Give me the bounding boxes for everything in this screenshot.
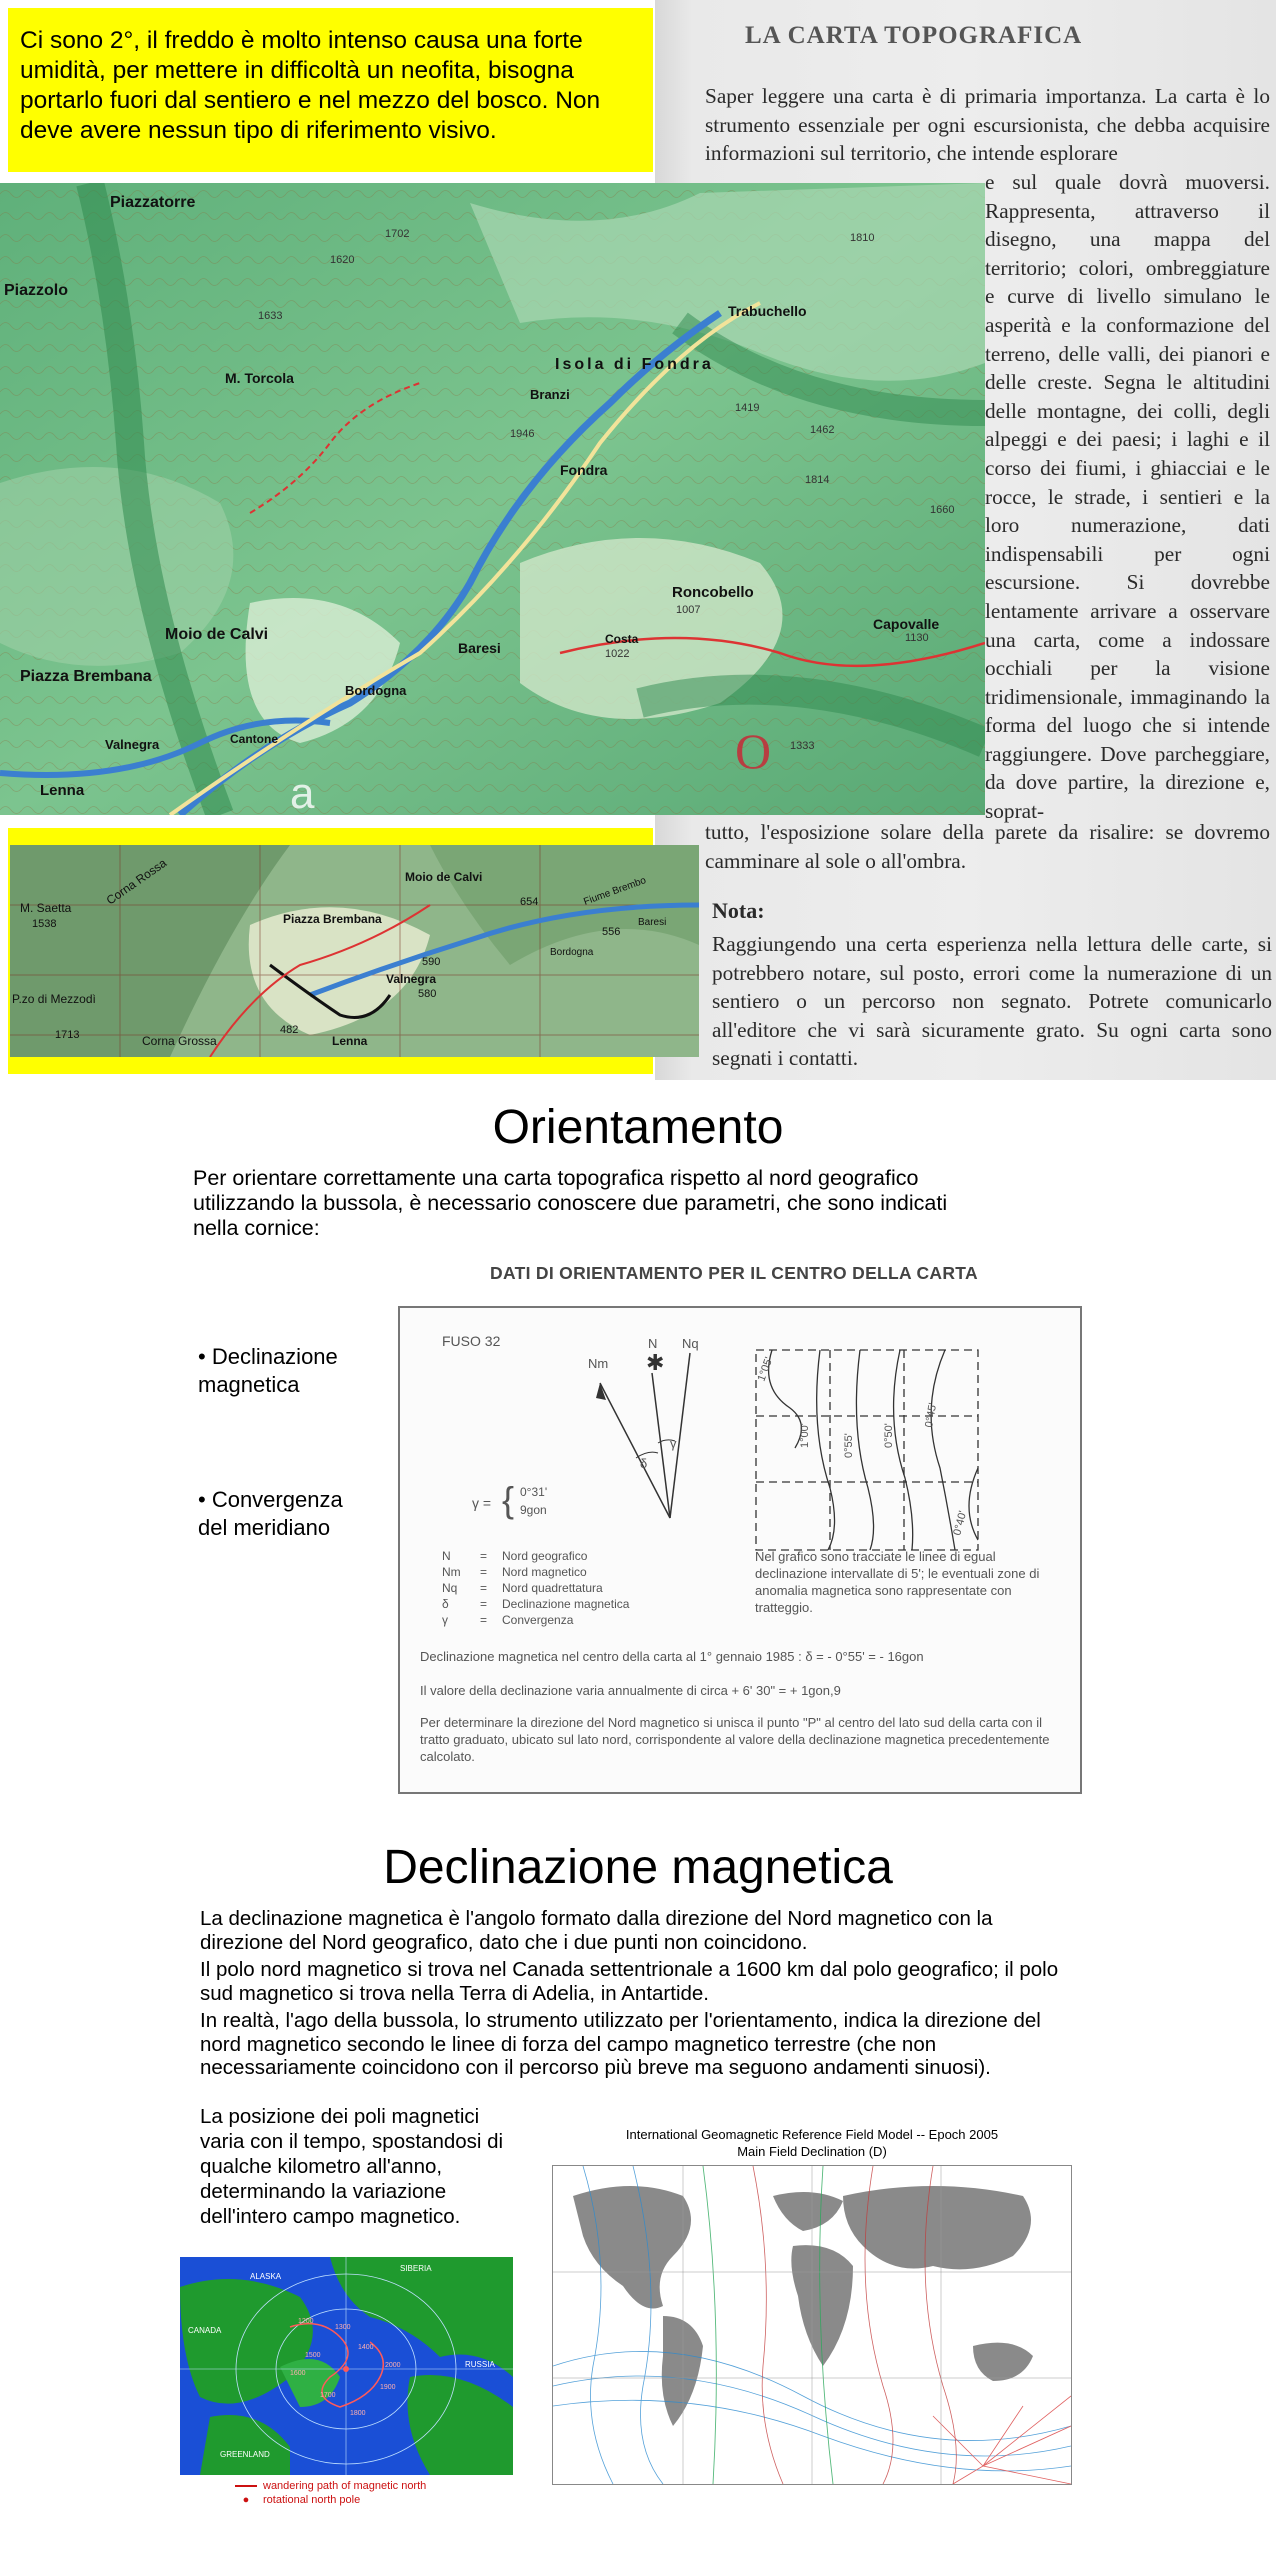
paragraph: La declinazione magnetica è l'angolo formato dalla direzione del Nord magnetico con la direzione del Nord geografico, dato che i due punti non coincidono. bbox=[200, 1907, 993, 1954]
bullet-declinazione: • Declinazione magnetica bbox=[198, 1344, 338, 1397]
svg-text:1°05': 1°05' bbox=[755, 1355, 776, 1384]
nord-magnetico-istruzioni: Per determinare la direzione del Nord magnetico si unisca il punto "P" al centro del lato sud della carta con il tratto graduato, ubicato sul lato nord, corrispondente al valore della declinazione magnetica precedentemente calcolato. bbox=[420, 1715, 1050, 1764]
map-label: Valnegra bbox=[105, 737, 160, 752]
igrf-declination-map bbox=[552, 2165, 1072, 2485]
legend-desc: Declinazione magnetica bbox=[502, 1597, 630, 1611]
scenario-callout bbox=[8, 8, 653, 172]
nq-label: Nq bbox=[682, 1336, 699, 1351]
svg-text:=: = bbox=[480, 1549, 488, 1563]
dati-title: DATI DI ORIENTAMENTO PER IL CENTRO DELLA CARTA bbox=[490, 1263, 978, 1283]
map-label: Baresi bbox=[638, 917, 667, 928]
map-height: 1130 bbox=[905, 632, 929, 644]
polar-map-legend bbox=[235, 2479, 426, 2507]
svg-text:O: O bbox=[735, 723, 772, 779]
legend-sym: Nm bbox=[442, 1565, 461, 1579]
map-height: 556 bbox=[602, 926, 621, 938]
svg-text:2000: 2000 bbox=[385, 2362, 401, 2369]
map-label: Corna Grossa bbox=[142, 1034, 217, 1048]
map-height: 1633 bbox=[258, 310, 283, 322]
map-label: M. Saetta bbox=[20, 901, 72, 915]
fuso-label: FUSO 32 bbox=[442, 1333, 501, 1349]
isoline-labels bbox=[756, 1356, 970, 1537]
map-height: 1814 bbox=[805, 474, 830, 486]
map-height: 1538 bbox=[32, 918, 57, 930]
svg-text:0°45': 0°45' bbox=[923, 1401, 940, 1429]
map-height: 1333 bbox=[790, 740, 815, 752]
svg-text:GREENLAND: GREENLAND bbox=[220, 2450, 270, 2459]
line-swatch-icon bbox=[235, 2485, 257, 2487]
gamma-val: 9gon bbox=[520, 1503, 547, 1517]
gamma-label: γ bbox=[670, 1436, 677, 1451]
variazione-annua: Il valore della declinazione varia annualmente di circa + 6' 30" = + 1gon,9 bbox=[420, 1683, 841, 1698]
map-height: 654 bbox=[520, 896, 539, 908]
callout-text: Ci sono 2°, il freddo è molto intenso causa una forte umidità, per mettere in difficoltà un neofita, bisogna portarlo fuori dal sentiero e nel mezzo del bosco. Non deve avere nessun tipo di riferimento visivo. bbox=[20, 27, 601, 144]
nota-heading: Nota: bbox=[712, 898, 765, 923]
nota-text: Raggiungendo una certa esperienza nella lettura delle carte, si potrebbero notare, sul posto, errori come la numerazione di un sentiero o un percorso non segnato. Potrete comunicarlo all'editore che vi sarà sicuramente grato. Su ogni carta sono segnati i contatti. bbox=[712, 932, 1272, 1071]
star-icon: ✱ bbox=[646, 1350, 665, 1375]
svg-text:1700: 1700 bbox=[320, 2392, 336, 2399]
svg-text:1500: 1500 bbox=[305, 2352, 321, 2359]
polar-wandering-map bbox=[180, 2257, 513, 2475]
map-label: Trabuchello bbox=[728, 303, 807, 319]
svg-text:0°50': 0°50' bbox=[883, 1423, 895, 1448]
map-height: 1810 bbox=[850, 232, 875, 244]
nm-label: Nm bbox=[588, 1356, 609, 1371]
map-label: P.zo di Mezzodì bbox=[12, 992, 96, 1006]
dot-swatch-icon: ● bbox=[242, 2494, 250, 2506]
map-height: 1419 bbox=[735, 402, 760, 414]
map-label: Lenna bbox=[332, 1034, 368, 1048]
grafico-note: Nel grafico sono tracciate le linee di egual declinazione intervallate di 5'; le eventuali zone di anomalia magnetica sono rappresentate con tratteggio. bbox=[755, 1549, 1040, 1615]
legend-desc: Nord magnetico bbox=[502, 1565, 587, 1579]
topo-map-svg bbox=[0, 183, 985, 815]
legend-item: wandering path of magnetic north bbox=[235, 2479, 426, 2493]
svg-text:CANADA: CANADA bbox=[188, 2326, 222, 2335]
svg-text:1300: 1300 bbox=[335, 2324, 351, 2331]
svg-text:=: = bbox=[480, 1597, 488, 1611]
paragraph: Il polo nord magnetico si trova nel Canada settentrionale a 1600 km dal polo geografico; il polo sud magnetico si trova nella Terra di Adelia, in Antartide. bbox=[200, 1958, 1059, 2005]
carta-title: LA CARTA TOPOGRAFICA bbox=[745, 22, 1083, 49]
map-label: Bordogna bbox=[550, 947, 594, 958]
map-height: 590 bbox=[422, 956, 441, 968]
legend-desc: Nord quadrettatura bbox=[502, 1581, 603, 1595]
declinazione-1985: Declinazione magnetica nel centro della carta al 1° gennaio 1985 : δ = - 0°55' = - 16gon bbox=[420, 1649, 924, 1664]
gamma-eq: γ = bbox=[472, 1495, 492, 1511]
map-label: Piazza Brembana bbox=[20, 668, 152, 685]
svg-text:0°55': 0°55' bbox=[843, 1433, 855, 1458]
map-height: 1462 bbox=[810, 424, 835, 436]
map-height: 1946 bbox=[510, 428, 535, 440]
delta-label: δ bbox=[640, 1456, 648, 1471]
map-label: Fiume Brembo bbox=[582, 875, 648, 908]
declinazione-title: Declinazione magnetica bbox=[383, 1841, 893, 1894]
svg-text:1°00': 1°00' bbox=[799, 1423, 811, 1448]
svg-text:=: = bbox=[480, 1613, 488, 1627]
polar-map-svg bbox=[180, 2257, 513, 2475]
map-label: Piazzatorre bbox=[110, 194, 196, 211]
small-map-svg bbox=[10, 845, 699, 1057]
svg-text:a: a bbox=[290, 769, 315, 815]
map-label: Piazza Brembana bbox=[283, 912, 382, 926]
map-height: 1702 bbox=[385, 228, 410, 240]
legend-item: ● rotational north pole bbox=[235, 2493, 426, 2507]
map-height: 1007 bbox=[676, 604, 701, 616]
bullet-convergenza: • Convergenza del meridiano bbox=[198, 1487, 343, 1540]
legend-sym: δ bbox=[442, 1597, 449, 1611]
map-label: Baresi bbox=[458, 640, 501, 656]
map-height: 580 bbox=[418, 988, 437, 1000]
map-height: 1022 bbox=[605, 648, 630, 660]
svg-text:1200: 1200 bbox=[298, 2318, 314, 2325]
map-height: 482 bbox=[280, 1024, 299, 1036]
igrf-title: International Geomagnetic Reference Field Model -- Epoch 2005 Main Field Declination (D) bbox=[625, 2127, 999, 2159]
map-label: Costa bbox=[605, 632, 639, 646]
map-label: M. Torcola bbox=[225, 370, 294, 386]
map-label: Branzi bbox=[530, 387, 570, 402]
svg-text:SIBERIA: SIBERIA bbox=[400, 2264, 432, 2273]
carta-intro-side: e sul quale dovrà muoversi. Rappresenta, attraverso il disegno, una mappa del territorio; colori, ombreggiature e curve di livello simulano le asperità e la conformazione del terreno, delle valli, dei pianori e delle creste. Segna le altitudini delle montagne, dei colli, degli alpeggi e dei paesi; i laghi e il corso dei fiumi, i ghiacciai e le rocce, le strade, i sentieri e la loro numerazione, dati indispensabili per ogni escursione. Si dovrebbe lentamente arrivare a osservare una carta, come a indossare occhiali per la visione tridimensionale, immaginando la forma del luogo che si intende raggiungere. Dove parcheggiare, da dove partire, la direzione e, soprat- bbox=[985, 170, 1270, 824]
orientamento-title: Orientamento bbox=[492, 1101, 784, 1154]
igrf-map-svg bbox=[553, 2166, 1071, 2484]
topographic-map-small bbox=[10, 845, 699, 1057]
svg-text:1600: 1600 bbox=[290, 2370, 306, 2377]
declinazione-paragraphs bbox=[200, 1907, 1060, 2084]
svg-text:RUSSIA: RUSSIA bbox=[465, 2360, 495, 2369]
legend-desc: Nord geografico bbox=[502, 1549, 588, 1563]
legend-desc: Convergenza bbox=[502, 1613, 574, 1627]
n-label: N bbox=[648, 1336, 658, 1351]
svg-text:ALASKA: ALASKA bbox=[250, 2272, 282, 2281]
gamma-val: 0°31' bbox=[520, 1485, 548, 1499]
svg-text:0°40': 0°40' bbox=[951, 1509, 970, 1537]
map-height: 1713 bbox=[55, 1029, 80, 1041]
svg-text:=: = bbox=[480, 1581, 488, 1595]
map-label: Valnegra bbox=[386, 972, 437, 986]
map-label: Moio de Calvi bbox=[165, 626, 269, 643]
map-label: Corna Rossa bbox=[103, 855, 170, 908]
legend-sym: γ bbox=[442, 1613, 448, 1627]
map-label: Roncobello bbox=[672, 584, 754, 601]
dati-legend bbox=[442, 1549, 630, 1627]
legend-sym: Nq bbox=[442, 1581, 458, 1595]
map-label: Bordogna bbox=[345, 683, 407, 698]
paragraph: In realtà, l'ago della bussola, lo strumento utilizzato per l'orientamento, indica la direzione del nord magnetico secondo le linee di forza del campo magnetico terrestre (che non necessariamente coincidono con il percorso più breve ma seguono andamenti sinuosi). bbox=[200, 2009, 1041, 2079]
poli-magnetici-text: La posizione dei poli magnetici varia con il tempo, spostandosi di qualche kilometro all'anno, determinando la variazione dell'intero campo magnetico. bbox=[200, 2105, 504, 2228]
map-height: 1660 bbox=[930, 504, 955, 516]
map-label: Lenna bbox=[40, 782, 85, 799]
legend-sym: N bbox=[442, 1549, 451, 1563]
map-label: Fondra bbox=[560, 462, 608, 478]
map-label: Cantone bbox=[230, 732, 278, 746]
topographic-map-large bbox=[0, 183, 985, 815]
svg-text:1400: 1400 bbox=[358, 2344, 374, 2351]
map-height: 1620 bbox=[330, 254, 355, 266]
map-label: Moio de Calvi bbox=[405, 870, 483, 884]
dati-orientamento-box bbox=[398, 1306, 1082, 1794]
map-label: Capovalle bbox=[873, 616, 940, 632]
svg-text:1900: 1900 bbox=[380, 2384, 396, 2391]
map-label: Piazzolo bbox=[4, 282, 69, 299]
svg-text:1800: 1800 bbox=[350, 2410, 366, 2417]
map-label: Isola di Fondra bbox=[555, 356, 714, 373]
svg-text:=: = bbox=[480, 1565, 488, 1579]
svg-text:{: { bbox=[502, 1479, 515, 1520]
orientamento-intro: Per orientare correttamente una carta topografica rispetto al nord geografico utilizzando la bussola, è necessario conoscere due parametri, che sono indicati nella cornice: bbox=[193, 1166, 948, 1240]
carta-intro-top: Saper leggere una carta è di primaria importanza. La carta è lo strumento essenziale per ogni escursionista, che debba acquisire informazioni sul territorio, che intende esplorare bbox=[705, 84, 1270, 166]
carta-intro-bottom: tutto, l'esposizione solare della parete da risalire: se dovremo camminare al sole o all'ombra. bbox=[705, 820, 1270, 873]
